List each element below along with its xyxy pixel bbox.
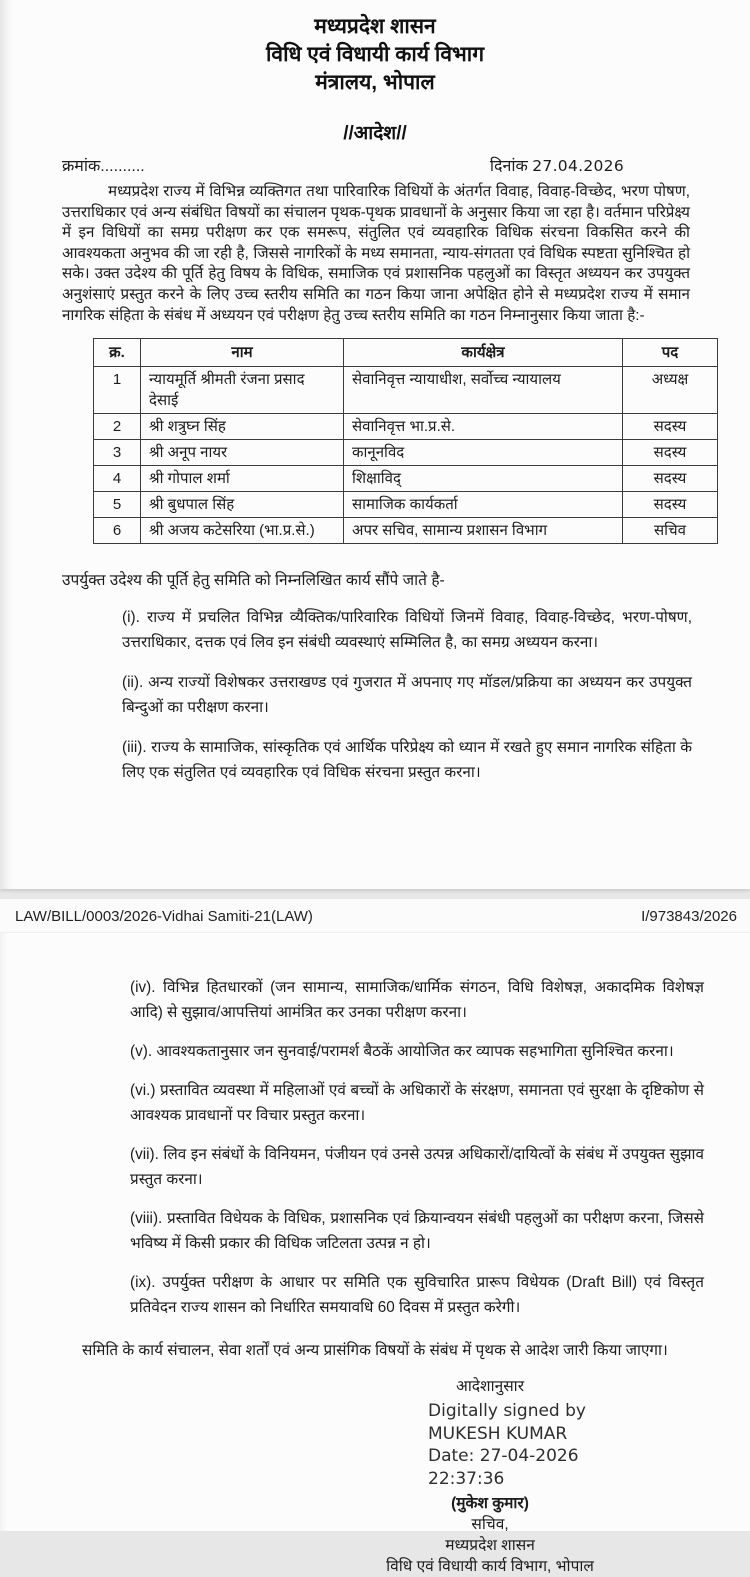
cell-post: सदस्य (623, 466, 718, 492)
table-row (94, 466, 718, 492)
cell-name: न्यायमूर्ति श्रीमती रंजना प्रसाद देसाई (141, 367, 344, 414)
task-item-viii: (viii). प्रस्तावित विधेयक के विधिक, प्रशासनिक एवं क्रियान्वयन संबंधी पहलुओं का परीक्षण करना, जिससे भविष्य में किसी प्रकार की विधिक जटिलता उत्पन्न न हो। (130, 1210, 704, 1252)
digital-sign-name: MUKESH KUMAR (428, 1423, 568, 1444)
committee-members-table (93, 338, 718, 544)
cell-field: सेवानिवृत्त भा.प्र.से. (344, 414, 623, 440)
task-item-ii: (ii). अन्य राज्यों विशेषकर उत्तराखण्ड एवं गुजरात में अपनाए गए मॉडल/प्रक्रिया का अध्ययन कर उपयुक्त बिन्दुओं का परीक्षण करना। (122, 674, 692, 717)
col-header-post: पद (623, 339, 718, 367)
page-2-file-header (0, 899, 750, 933)
cell-post: अध्यक्ष (623, 367, 718, 414)
cell-field: शिक्षाविद् (344, 466, 623, 492)
table-row (94, 518, 718, 544)
cell-name: श्री शत्रुघ्न सिंह (141, 414, 344, 440)
cell-post: सदस्य (623, 440, 718, 466)
task-item-ix: (ix). उपर्युक्त परीक्षण के आधार पर समिति एक सुविचारित प्रारूप विधेयक (Draft Bill) एवं विस्तृत प्रतिवेदन राज्य शासन को निर्धारित समयावधि 60 दिवस में प्रस्तुत करेगी। (130, 1274, 704, 1316)
cell-serial: 5 (94, 492, 141, 518)
cell-serial: 1 (94, 367, 141, 414)
task-item-iv: (iv). विभिन्न हितधारकों (जन सामान्य, सामाजिक/धार्मिक संगठन, विधि विशेषज्ञ, अकादमिक विशेषज्ञ आदि) से सुझाव/आपत्तियां आमंत्रित कर उनका परीक्षण करना। (130, 979, 704, 1021)
table-row (94, 414, 718, 440)
cell-name: श्री गोपाल शर्मा (141, 466, 344, 492)
col-header-field: कार्यक्षेत्र (344, 339, 623, 367)
letterhead (0, 0, 750, 97)
task-item-vii: (vii). लिव इन संबंधों के विनियमन, पंजीयन एवं उनसे उत्पन्न अधिकारों/दायित्वों के संबंध में उपयुक्त सुझाव प्रस्तुत करना। (130, 1146, 704, 1188)
signatory-govt: मध्यप्रदेश शासन (445, 1537, 535, 1554)
signatory-department: विधि एवं विधायी कार्य विभाग, भोपाल (386, 1558, 594, 1575)
intro-paragraph: मध्यप्रदेश राज्य में विभिन्न व्यक्तिगत तथा पारिवारिक विधियों के अंतर्गत विवाह, विवाह-विच्छेद, भरण पोषण, उत्तराधिकार एवं अन्य संबंधित विषयों का संचालन पृथक-पृथक प्रावधानों के अनुसार किया जा रहा है। वर्तमान परिप्रेक्ष्य में इन विधियों का समग्र परीक्षण कर एक समरूप, संतुलित एवं व्यवहारिक विधिक संरचना विकसित करने की आवश्यकता अनुभव की जा रही है, जिससे नागरिकों के मध्य समानता, न्याय-संगतता एवं विधिक स्पष्टता सुनिश्चित हो सके। उक्त उदेश्य की पूर्ति हेतु विषय के विधिक, समाजिक एवं प्रशासनिक पहलुओं का विस्तृत अध्ययन कर उपयुक्त अनुशंसाएं प्रस्तुत करने के लिए उच्च स्तरीय समिति का गठन किया जाना अपेक्षित होने से मध्यप्रदेश राज्य में समान नागरिक संहिता के संबंध में अध्ययन एवं परीक्षण हेतु उच्च स्तरीय समिति का गठन निम्नानुसार किया जाता है:- (62, 183, 690, 324)
digital-sign-line: Digitally signed by (428, 1401, 586, 1421)
task-item-vi: (vi.) प्रस्तावित व्यवस्था में महिलाओं एवं बच्चों के अधिकारों के संरक्षण, समानता एवं सुरक्षा के दृष्टिकोण से आवश्यक प्रावधानों पर विचार प्रस्तुत करना। (130, 1082, 704, 1124)
file-reference-right: I/973843/2026 (641, 908, 737, 925)
order-title: //आदेश// (343, 123, 407, 144)
cell-post: सदस्य (623, 414, 718, 440)
cell-serial: 3 (94, 440, 141, 466)
cell-name: श्री अजय कटेसरिया (भा.प्र.से.) (141, 518, 344, 544)
by-order-label: आदेशानुसार (455, 1378, 525, 1395)
cell-serial: 2 (94, 414, 141, 440)
digital-signature-stamp (428, 1400, 700, 1490)
table-row (94, 440, 718, 466)
cell-field: सेवानिवृत्त न्यायाधीश, सर्वोच्च न्यायालय (344, 367, 623, 414)
reference-row (62, 154, 624, 176)
file-reference-left: LAW/BILL/0003/2026-Vidhai Samiti-21(LAW) (15, 908, 313, 925)
signatory-name: (मुकेश कुमार) (451, 1495, 529, 1512)
closing-line: समिति के कार्य संचालन, सेवा शर्तों एवं अन्य प्रासंगिक विषयों के संबंध में पृथक से आदेश जारी किया जाएगा। (82, 1342, 668, 1359)
date-value: 27.04.2026 (532, 157, 624, 175)
table-row (94, 492, 718, 518)
digital-sign-date: Date: 27-04-2026 (428, 1446, 579, 1466)
cell-field: कानूनविद (344, 440, 623, 466)
cell-serial: 6 (94, 518, 141, 544)
cell-field: अपर सचिव, सामान्य प्रशासन विभाग (344, 518, 623, 544)
task-item-iii: (iii). राज्य के सामाजिक, सांस्कृतिक एवं आर्थिक परिप्रेक्ष्य को ध्यान में रखते हुए समान नागरिक संहिता के लिए एक संतुलित एवं व्यवहारिक एवं विधिक संरचना प्रस्तुत करना। (122, 739, 692, 782)
task-item-v: (v). आवश्यकतानुसार जन सुनवाई/परामर्श बैठकें आयोजित कर व्यापक सहभागिता सुनिश्चित करना। (130, 1043, 674, 1060)
signature-block (280, 1376, 700, 1577)
col-header-name: नाम (141, 339, 344, 367)
table-header-row (94, 339, 718, 367)
date-label: दिनांक (489, 158, 528, 175)
task-item-i: (i). राज्य में प्रचलित विभिन्न व्यैक्तिक/पारिवारिक विधियों जिनमें विवाह, विवाह-विच्छेद, भरण-पोषण, उत्तराधिकार, दत्तक एवं लिव इन संबंधी व्यवस्थाएं सम्मिलित है, का समग्र अध्ययन करना। (122, 609, 692, 652)
department-name: विधि एवं विधायी कार्य विभाग (265, 43, 485, 66)
cell-name: श्री बुधपाल सिंह (141, 492, 344, 518)
digital-sign-time: 22:37:36 (428, 1468, 505, 1489)
table-row (94, 367, 718, 414)
cell-post: सचिव (623, 518, 718, 544)
page-2 (0, 899, 750, 1575)
govt-name: मध्यप्रदेश शासन (314, 15, 436, 38)
cell-field: सामाजिक कार्यकर्ता (344, 492, 623, 518)
col-header-serial: क्र. (94, 339, 141, 367)
cell-name: श्री अनूप नायर (141, 440, 344, 466)
signatory-designation: सचिव, (471, 1516, 509, 1533)
cell-serial: 4 (94, 466, 141, 492)
date-field (490, 154, 624, 176)
serial-number-label: क्रमांक.......... (62, 158, 145, 175)
tasks-intro-line: उपर्युक्त उदेश्य की पूर्ति हेतु समिति को निम्नलिखित कार्य सौंपे जाते है- (62, 572, 445, 590)
office-location: मंत्रालय, भोपाल (315, 71, 435, 94)
cell-post: सदस्य (623, 492, 718, 518)
